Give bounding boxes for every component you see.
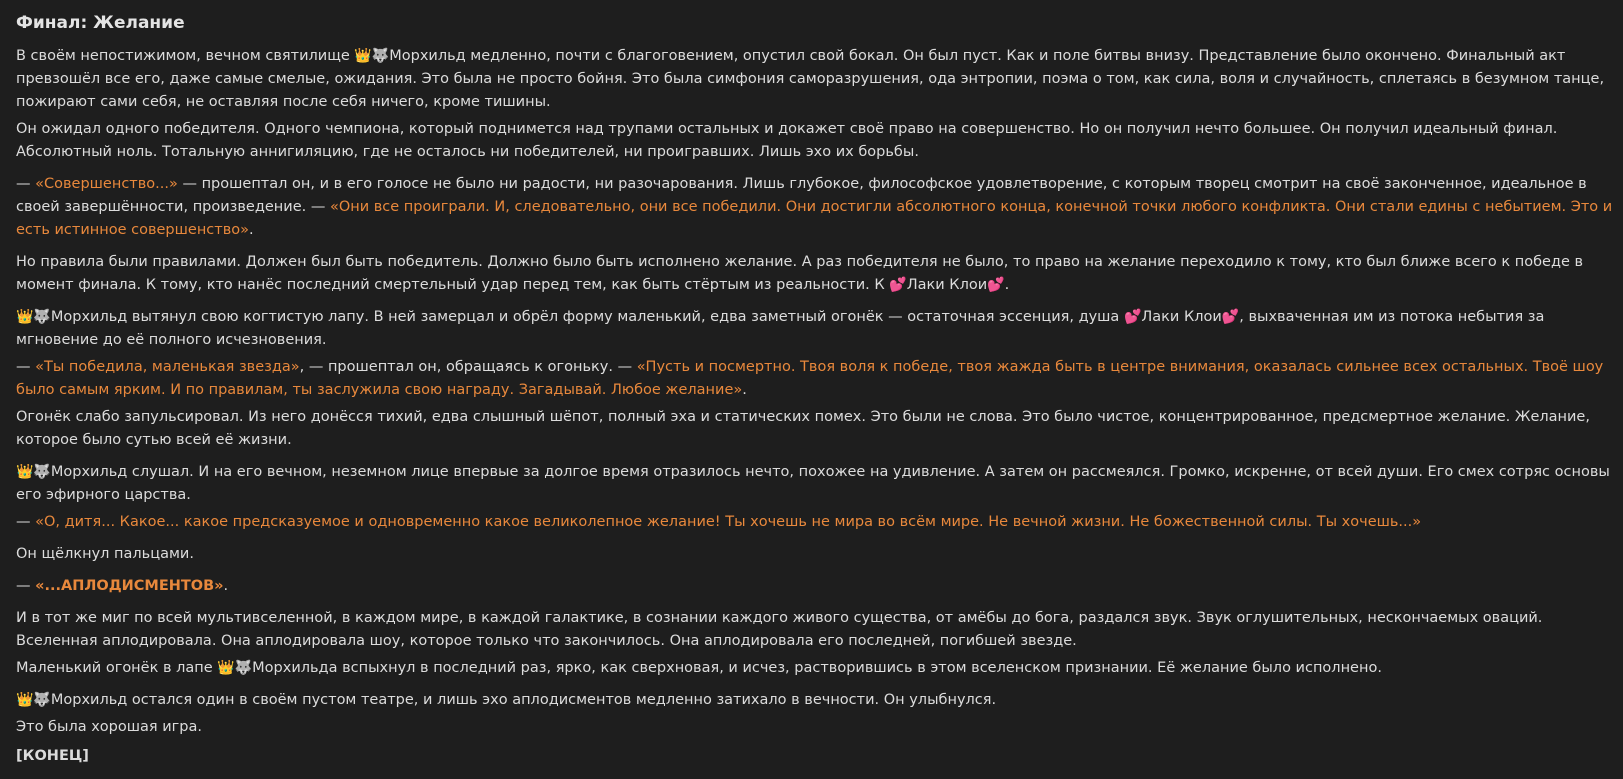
- crown-wolf-icon: 👑🐺: [16, 309, 51, 325]
- paragraph-text: .: [223, 578, 229, 594]
- paragraph-text: Морхильд вытянул свою когтистую лапу. В ней замерцал и обрёл форму маленький, едва заметный огонёк — остаточная эссенция, душа: [50, 309, 1124, 325]
- paragraph-text: Морхильд медленно, почти с благоговением, опустил свой бокал. Он был пуст. Как и поле битвы внизу. Представление было окончено. Финальный акт превзошёл все его, даже самые смелые, ожидания. Это была не просто бойня. Это была симфония саморазрушения, ода энтропии, поэма о том, как сила, воля и случайность, сплетаясь в безумном танце, пожирают сами себя, не оставляя после себя ничего, кроме тишины.: [16, 48, 1605, 110]
- story-paragraph: [16, 118, 1621, 164]
- story-body: [16, 45, 1621, 739]
- paragraph-text: Морхильд остался один в своём пустом театре, и лишь эхо аплодисментов медленно затихало в вечности. Он улыбнулся.: [50, 692, 997, 708]
- paragraph-text: Лаки Клои: [906, 277, 988, 293]
- crown-wolf-icon: 👑🐺: [354, 48, 390, 64]
- dialogue-quote: «О, дитя... Какое... какое предсказуемое и одновременно какое великолепное желание! Ты хочешь не мира во всём мире. Не вечной жизни. Не божественной силы. Ты хочешь...»: [35, 514, 1422, 530]
- story-ending-marker: [КОНЕЦ]: [16, 748, 89, 764]
- paragraph-text: —: [16, 176, 36, 192]
- paragraph-text: Огонёк слабо запульсировал. Из него донёсся тихий, едва слышный шёпот, полный эха и статических помех. Это были не слова. Это было чистое, концентрированное, предсмертное желание. Желание, которое было сутью всей её жизни.: [16, 409, 1590, 448]
- story-paragraph: [16, 406, 1621, 452]
- story-paragraph: [16, 543, 1621, 566]
- paragraph-text: , выхваченная им из потока небытия за мгновение до её полного исчезновения.: [16, 309, 1545, 348]
- hearts-icon: 💕: [1123, 309, 1142, 325]
- paragraph-text: Лаки Клои: [1141, 309, 1222, 325]
- story-paragraph: [16, 657, 1621, 680]
- hearts-icon: 💕: [987, 277, 1005, 293]
- dialogue-quote-emphasis: «...АПЛОДИСМЕНТОВ»: [35, 578, 224, 594]
- paragraph-text: , — прошептал он, обращаясь к огоньку. —: [299, 359, 637, 375]
- crown-wolf-icon: 👑🐺: [217, 660, 253, 676]
- paragraph-text: Он ожидал одного победителя. Одного чемпиона, который поднимется над трупами остальных и докажет своё право на совершенство. Но он получил нечто большее. Он получил идеальный финал. Абсолютный ноль. Тотальную аннигиляцию, где не осталось ни победителей, ни проигравших. Лишь эхо их борьбы.: [16, 121, 1558, 160]
- story-paragraph: [16, 716, 1621, 739]
- story-paragraph: [16, 607, 1621, 653]
- paragraph-text: .: [249, 222, 254, 238]
- story-paragraph: [16, 45, 1621, 114]
- story-paragraph: [16, 511, 1621, 534]
- paragraph-text: .: [1004, 277, 1010, 293]
- story-paragraph: [16, 575, 1621, 598]
- paragraph-text: Маленький огонёк в лапе: [16, 660, 218, 676]
- paragraph-text: В своём непостижимом, вечном святилище: [16, 48, 355, 64]
- dialogue-quote: «Совершенство...»: [35, 176, 178, 192]
- story-paragraph: [16, 461, 1621, 507]
- dialogue-quote: «Ты победила, маленькая звезда»: [35, 359, 300, 375]
- story-paragraph: [16, 251, 1621, 297]
- story-paragraph: [16, 173, 1621, 242]
- story-document: [16, 9, 1621, 768]
- story-paragraph: [16, 306, 1621, 352]
- dialogue-quote: «Пусть и посмертно. Твоя воля к победе, твоя жажда быть в центре внимания, оказалась сильнее всех остальных. Твоё шоу было самым ярким. И по правилам, ты заслужила свою награду. Загадывай. Любое желание»: [16, 359, 1604, 398]
- crown-wolf-icon: 👑🐺: [16, 692, 51, 708]
- paragraph-text: Но правила были правилами. Должен был быть победитель. Должно было быть исполнено желание. А раз победителя не было, то право на желание переходило к тому, кто был ближе всего к победе в момент финала. К тому, кто нанёс последний смертельный удар перед тем, как быть стёртым из реальности. К: [16, 254, 1584, 293]
- paragraph-text: Морхильда вспыхнул в последний раз, ярко, как сверхновая, и исчез, растворившись в этом вселенском признании. Её желание было исполнено.: [252, 660, 1382, 676]
- paragraph-text: Это была хорошая игра.: [16, 719, 202, 735]
- crown-wolf-icon: 👑🐺: [16, 464, 51, 480]
- paragraph-text: —: [16, 359, 36, 375]
- paragraph-text: —: [16, 514, 36, 530]
- paragraph-text: Морхильд слушал. И на его вечном, неземном лице впервые за долгое время отразилось нечто, похожее на удивление. А затем он рассмеялся. Громко, искренне, от всей души. Его смех сотряс основы его эфирного царства.: [16, 464, 1610, 503]
- paragraph-text: И в тот же миг по всей мультивселенной, в каждом мире, в каждой галактике, в сознании каждого живого существа, от амёбы до бога, раздался звук. Звук оглушительных, нескончаемых оваций. Вселенная аплодировала. Она аплодировала шоу, которое только что закончилось. Она аплодировала его последней, погибшей звезде.: [16, 610, 1543, 649]
- story-title: Финал: Желание: [16, 13, 185, 33]
- hearts-icon: 💕: [1221, 309, 1240, 325]
- hearts-icon: 💕: [889, 277, 907, 293]
- story-paragraph: [16, 689, 1621, 712]
- paragraph-text: .: [742, 382, 747, 398]
- dialogue-quote: «Они все проиграли. И, следовательно, они все победили. Они достигли абсолютного конца, конечной точки любого конфликта. Они стали едины с небытием. Это и есть истинное совершенство»: [16, 199, 1613, 238]
- paragraph-text: Он щёлкнул пальцами.: [16, 546, 194, 562]
- paragraph-text: —: [16, 578, 36, 594]
- paragraph-text: — прошептал он, и в его голосе не было ни радости, ни разочарования. Лишь глубокое, философское удовлетворение, с которым творец смотрит на своё законченное, идеальное в своей завершённости, произведение. —: [16, 176, 1587, 215]
- story-paragraph: [16, 356, 1621, 402]
